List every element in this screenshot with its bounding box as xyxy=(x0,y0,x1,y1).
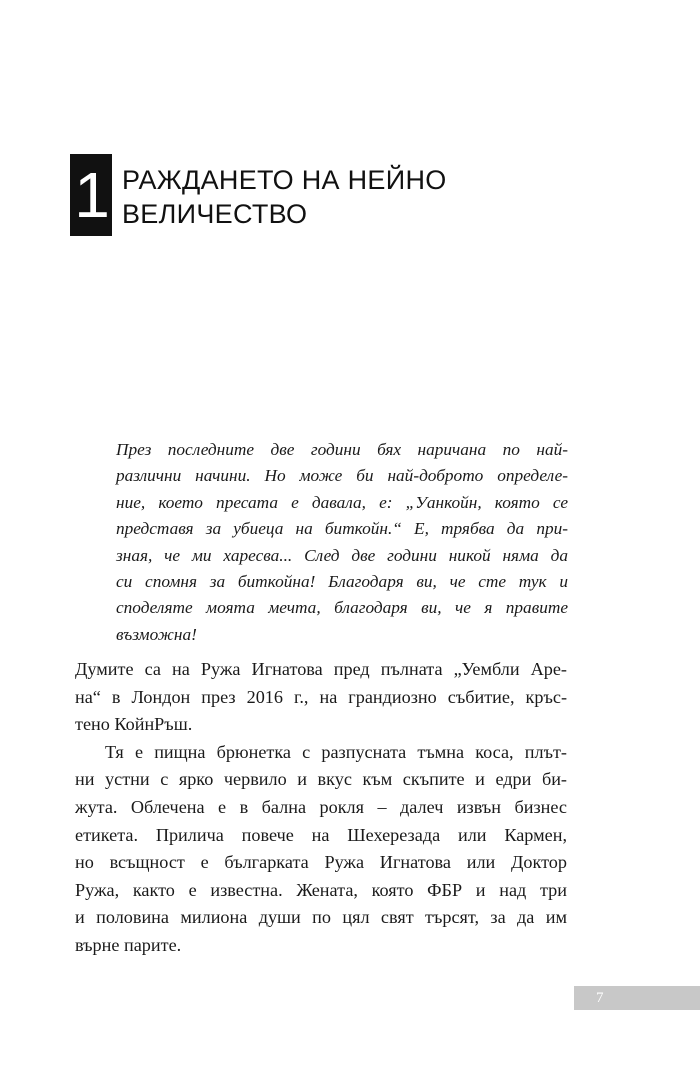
quote-line: зная, че ми харесва... След две години никой няма да xyxy=(116,545,568,565)
chapter-title-line: РАЖДАНЕТО НА НЕЙНО xyxy=(122,165,447,195)
paragraph-line: тено КойнРъш. xyxy=(75,714,193,735)
paragraph-line: жута. Облечена е в бална рокля – далеч извън бизнес xyxy=(75,796,567,817)
quote-line: възможна! xyxy=(116,624,197,644)
paragraph-line: на“ в Лондон през 2016 г., на грандиозно събитие, кръс- xyxy=(75,686,567,707)
quote-line: През последните две години бях наричана по най- xyxy=(116,440,568,459)
chapter-header xyxy=(70,154,447,236)
page-number: 7 xyxy=(574,986,700,1010)
paragraph-line: но всъщност е българката Ружа Игнатова или Доктор xyxy=(75,852,567,873)
quote-line: различни начини. Но може би най-доброто определе- xyxy=(116,466,568,486)
paragraph-line: и половина милиона души по цял свят търсят, за да им xyxy=(75,907,567,928)
paragraph-line: върне парите. xyxy=(75,934,182,955)
epigraph-quote xyxy=(116,437,568,648)
quote-line: си спомня за биткойна! Благодаря ви, че сте тук и xyxy=(116,571,568,591)
quote-line: представя за убиеца на биткойн.“ Е, трябва да при- xyxy=(116,519,568,539)
quote-line: споделяте моята мечта, благодаря ви, че я правите xyxy=(116,598,568,618)
paragraph-line: етикета. Прилича повече на Шехерезада или Кармен, xyxy=(75,824,567,845)
paragraph-line: Тя е пищна брюнетка с разпусната тъмна коса, плът- xyxy=(105,741,567,762)
quote-line: ние, което пресата е давала, е: „Уанкойн, която се xyxy=(116,492,568,512)
paragraph-line: Ружа, както е известна. Жената, която ФБР и над три xyxy=(75,879,567,900)
body-text xyxy=(75,656,567,960)
paragraph-line: Думите са на Ружа Игнатова пред пълната „Уембли Аре- xyxy=(75,659,567,679)
chapter-title-line: ВЕЛИЧЕСТВО xyxy=(122,199,308,229)
chapter-title xyxy=(122,163,447,231)
chapter-number: 1 xyxy=(70,154,112,236)
paragraph-line: ни устни с ярко червило и вкус към скъпите и едри би- xyxy=(75,769,567,790)
